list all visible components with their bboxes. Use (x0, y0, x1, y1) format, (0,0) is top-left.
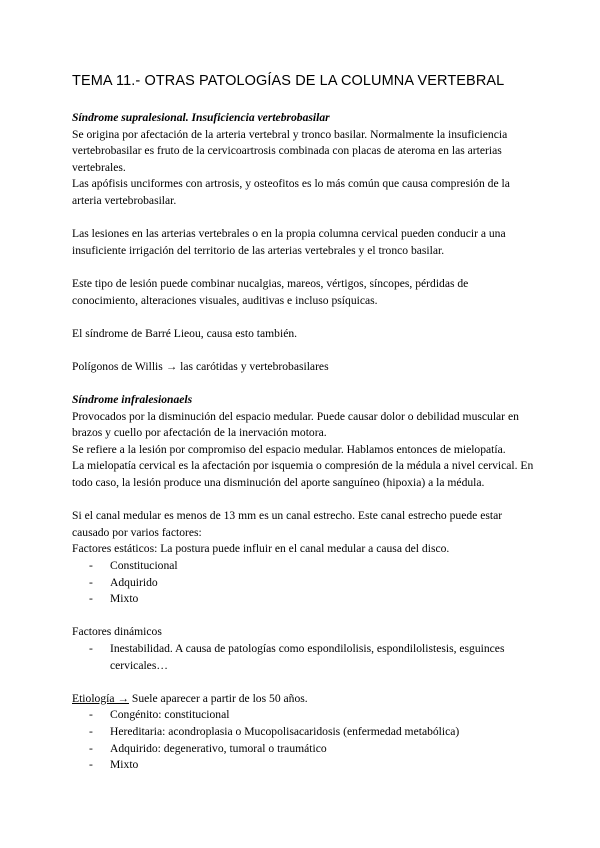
list-item: - Adquirido (72, 575, 534, 592)
paragraph: Las lesiones en las arterias vertebrales o en la propia columna cervical pueden conducir a una insuficiente irrigación del territorio de las arterias vertebrales y el tronco basilar. (72, 227, 506, 257)
etiology-label: Etiología → (72, 691, 129, 705)
list-item: - Hereditaria: acondroplasia o Mucopolisacaridosis (enfermedad metabólica) (72, 724, 534, 741)
paragraph: Factores dinámicos (72, 625, 162, 639)
static-factors-list (72, 558, 534, 608)
paragraph: El síndrome de Barré Lieou, causa esto también. (72, 326, 298, 340)
section-heading-supralesional: Síndrome supralesional. Insuficiencia vertebrobasilar (72, 111, 330, 124)
list-item: - Congénito: constitucional (72, 707, 534, 724)
list-item: - Adquirido: degenerativo, tumoral o traumático (72, 741, 534, 758)
paragraph: Provocados por la disminución del espacio medular. Puede causar dolor o debilidad muscular en brazos y cuello por afectación de la inervación motora. (72, 409, 519, 440)
etiology-paragraph (72, 691, 534, 708)
paragraph: Se origina por afectación de la arteria vertebral y tronco basilar. Normalmente la insuficiencia vertebrobasilar es fruto de la cervicoartrosis combinada con placas de ateroma en las arterias vertebrales. (72, 127, 508, 174)
paragraph: Las apófisis unciformes con artrosis, y osteofitos es lo más común que causa compresión de la arteria vertebrobasilar. (72, 177, 510, 207)
section-heading-infralesional: Síndrome infralesionaels (72, 393, 193, 407)
etiology-text: Suele aparecer a partir de los 50 años. (129, 691, 308, 705)
list-item: - Inestabilidad. A causa de patologías como espondilolisis, espondilolistesis, esguinces cervicales… (72, 641, 534, 674)
paragraph: Polígonos de Willis → las carótidas y vertebrobasilares (72, 359, 329, 373)
dynamic-factors-list (72, 641, 534, 674)
list-item: - Mixto (72, 591, 534, 608)
list-item: - Mixto (72, 757, 534, 774)
paragraph: Este tipo de lesión puede combinar nucalgias, mareos, vértigos, síncopes, pérdidas de conocimiento, alteraciones visuales, auditivas e incluso psíquicas. (72, 276, 469, 307)
list-item: - Constitucional (72, 558, 534, 575)
paragraph: Factores estáticos: La postura puede influir en el canal medular a causa del disco. (72, 542, 450, 556)
paragraph: La mielopatía cervical es la afectación por isquemia o compresión de la médula a nivel cervical. En todo caso, la lesión produce una disminución del aporte sanguíneo (hipoxia) a la médula. (72, 459, 534, 490)
etiology-list (72, 707, 534, 773)
paragraph: Se refiere a la lesión por compromiso del espacio medular. Hablamos entonces de mielopatía. (72, 442, 506, 456)
document-body (72, 110, 534, 774)
paragraph: Si el canal medular es menos de 13 mm es un canal estrecho. Este canal estrecho puede estar causado por varios factores: (72, 509, 503, 539)
page-title: TEMA 11.- OTRAS PATOLOGÍAS DE LA COLUMNA VERTEBRAL (72, 73, 505, 89)
